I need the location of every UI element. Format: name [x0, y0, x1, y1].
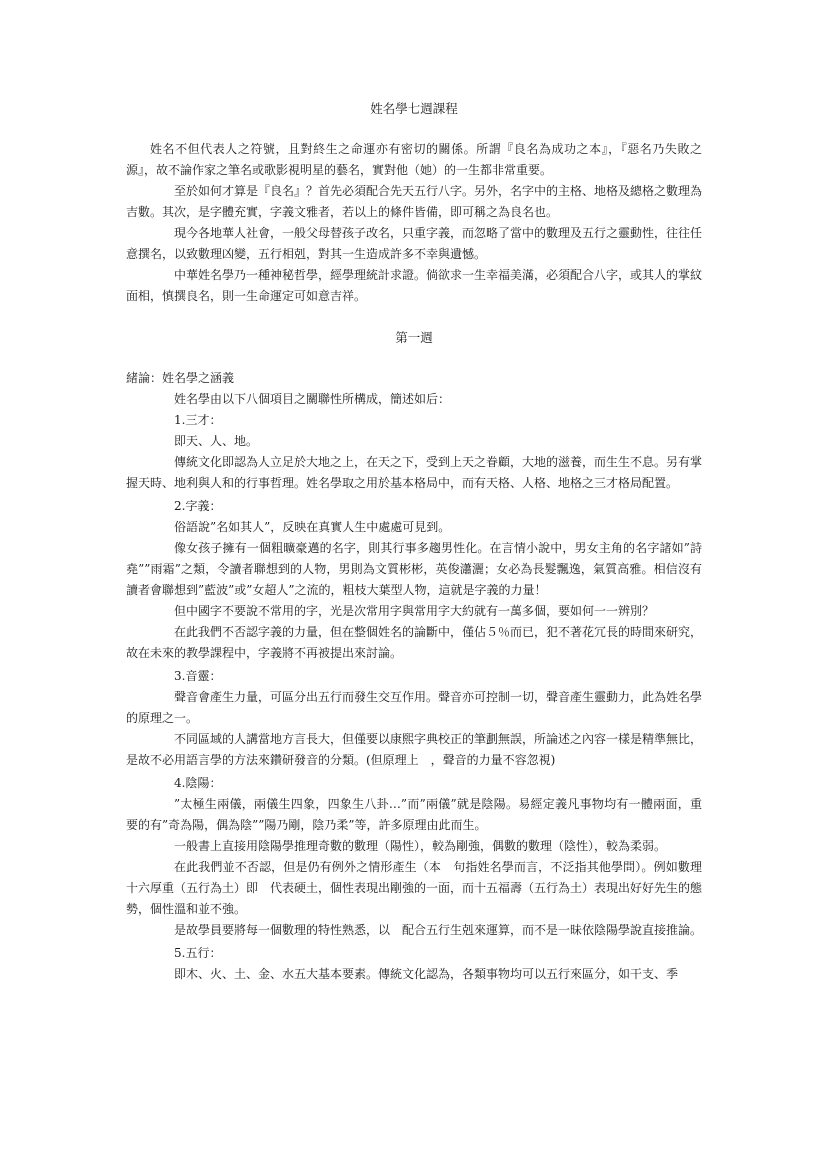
item4-paragraph-1: ”太極生兩儀，兩儀生四象，四象生八卦…”而”兩儀”就是陰陽。易經定義凡事物均有一體兩面，重要的有”奇為陽，偶為陰””陽乃剛，陰乃柔”等，許多原理由此而生。 — [126, 797, 702, 832]
document-body — [126, 98, 702, 985]
item2-paragraph-1: 俗語說”名如其人”，反映在真實人生中處處可見到。 — [174, 520, 451, 534]
intro-paragraph-2: 至於如何才算是『良名』？首先必須配合先天五行八字。另外，名字中的主格、地格及總格之數理為吉數。其次，是字體充實，字義文雅者，若以上的條件皆備，即可稱之為良名也。 — [126, 184, 703, 219]
section-intro: 姓名學由以下八個項目之關聯性所構成，簡述如后： — [174, 392, 451, 406]
document-title: 姓名學七週課程 — [370, 101, 458, 116]
item1-heading: 1.三才： — [174, 413, 222, 427]
item4-paragraph-3: 在此我們並不否認，但是仍有例外之情形產生（本 句指姓名學而言，不泛指其他學問）。例如數理十六厚重（五行為土）即 代表硬土，個性表現出剛強的一面，而十五福壽（五行為土）表現出好好先生的態勢，個性溫和並不強。 — [126, 860, 703, 916]
item1-paragraph-1: 即天、人、地。 — [174, 434, 259, 448]
item3-heading: 3.音靈： — [174, 669, 222, 683]
intro-paragraph-4: 中華姓名學乃一種神秘哲學，經學理統計求證。倘欲求一生幸福美滿，必須配合八字，或其人的掌紋面相，慎撰良名，則一生命運定可如意吉祥。 — [126, 268, 703, 303]
section-heading: 緒論：姓名學之涵義 — [126, 371, 235, 385]
intro-paragraph-3: 現今各地華人社會，一般父母替孩子改名，只重字義，而忽略了當中的數理及五行之靈動性，往往任意撰名，以致數理凶變，五行相剋，對其一生造成許多不幸與遺憾。 — [126, 226, 703, 261]
item5-heading: 5.五行： — [174, 946, 222, 960]
item2-heading: 2.字義： — [174, 499, 222, 513]
item4-paragraph-2: 一般書上直接用陰陽學推理奇數的數理（陽性），較為剛強，偶數的數理（陰性），較為柔弱。 — [174, 839, 667, 853]
item1-paragraph-2: 傳統文化即認為人立足於大地之上，在天之下，受到上天之眷顧，大地的滋養，而生生不息。另有掌握天時、地利與人和的行事哲理。姓名學取之用於基本格局中，而有天格、人格、地格之三才格局配置。 — [126, 455, 703, 490]
item4-paragraph-4: 是故學員要將每一個數理的特性熟悉，以 配合五行生剋來運算，而不是一昧依陰陽學說直接推論。 — [174, 923, 703, 937]
item2-paragraph-4: 在此我們不否認字義的力量，但在整個姓名的論斷中，僅佔５％而已，犯不著花冗長的時間來研究，故在未來的教學課程中，字義將不再被提出來討論。 — [126, 625, 703, 660]
item3-paragraph-1: 聲音會產生力量，可區分出五行而發生交互作用。聲音亦可控制一切，聲音產生靈動力，此為姓名學的原理之一。 — [126, 690, 703, 725]
item4-heading: 4.陰陽： — [174, 776, 222, 790]
item2-paragraph-3: 但中國字不要說不常用的字，光是次常用字與常用字大約就有一萬多個，要如何一一辨別？ — [174, 604, 655, 618]
item5-paragraph-1: 即木、火、土、金、水五大基本要素。傳統文化認為，各類事物均可以五行來區分，如干支、季 — [174, 967, 679, 981]
item2-paragraph-2: 像女孩子擁有一個粗曠豪邁的名字，則其行事多趨男性化。在言情小說中，男女主角的名字諸如”詩堯””雨霜”之類，令讀者聯想到的人物，男則為文質彬彬，英俊瀟灑；女必為長髮飄逸，氣質高雅。相信沒有讀者會聯想到”藍波”或”女超人”之流的，粗枝大葉型人物，這就是字義的力量！ — [126, 541, 702, 597]
intro-paragraph-1: 姓名不但代表人之符號，且對終生之命運亦有密切的關係。所謂『良名為成功之本』，『惡名乃失敗之源』，故不論作家之筆名或歌影視明星的藝名，實對他（她）的一生都非常重要。 — [126, 142, 702, 177]
week1-title: 第一週 — [395, 330, 433, 345]
item3-paragraph-2: 不同區域的人講當地方言長大，但僅要以康熙字典校正的筆劃無誤，所論述之內容一樣是精準無比，是故不必用語言學的方法來鑽研發音的分類。(但原理上 ，聲音的力量不容忽視) — [126, 732, 703, 767]
